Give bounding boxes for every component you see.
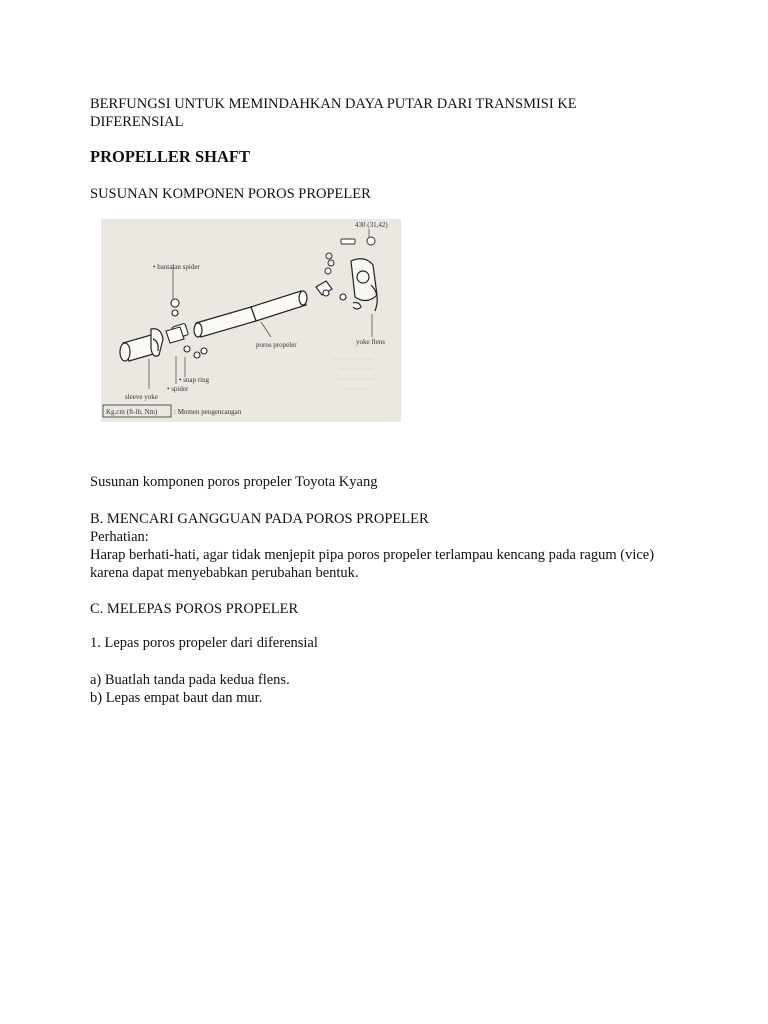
section-c-heading: C. MELEPAS POROS PROPELER: [90, 601, 299, 617]
sleeve-yoke-label: sleeve yoke: [125, 393, 158, 401]
section-c-step-1: 1. Lepas poros propeler dari diferensial: [90, 635, 318, 651]
spider-label: • spider: [167, 385, 189, 393]
section-c-sub-a: a) Buatlah tanda pada kedua flens.: [90, 672, 290, 688]
unit-box-label: Kg.cm (ft-lb, Nm): [106, 408, 158, 416]
section-subtitle: SUSUNAN KOMPONEN POROS PROPELER: [90, 186, 371, 202]
section-b-line-2: karena dapat menyebabkan perubahan bentuk.: [90, 565, 359, 581]
intro-line-1: BERFUNGSI UNTUK MEMINDAHKAN DAYA PUTAR DARI TRANSMISI KE: [90, 96, 577, 112]
poros-propeler-label: poros propeler: [256, 341, 297, 349]
intro-line-2: DIFERENSIAL: [90, 114, 184, 130]
snap-ring-label: • snap ring: [179, 376, 210, 384]
diagram-svg: [101, 219, 401, 422]
figure-caption: Susunan komponen poros propeler Toyota Kyang: [90, 474, 378, 490]
propeller-shaft-diagram: [101, 219, 401, 422]
section-b-heading: B. MENCARI GANGGUAN PADA POROS PROPELER: [90, 511, 429, 527]
section-b-line-1: Harap berhati-hati, agar tidak menjepit pipa poros propeler terlampau kencang pada ragum (vice): [90, 547, 655, 563]
bantalan-spider-label: • bantalan spider: [153, 263, 200, 271]
page-title: PROPELLER SHAFT: [90, 147, 250, 166]
section-c-sub-b: b) Lepas empat baut dan mur.: [90, 690, 263, 706]
unit-description-label: : Momen pengencangan: [174, 408, 242, 416]
section-b-label: Perhatian:: [90, 529, 149, 545]
torque-value-label: 430 (31,42): [355, 221, 388, 229]
yoke-flens-label: yoke flens: [356, 338, 385, 346]
